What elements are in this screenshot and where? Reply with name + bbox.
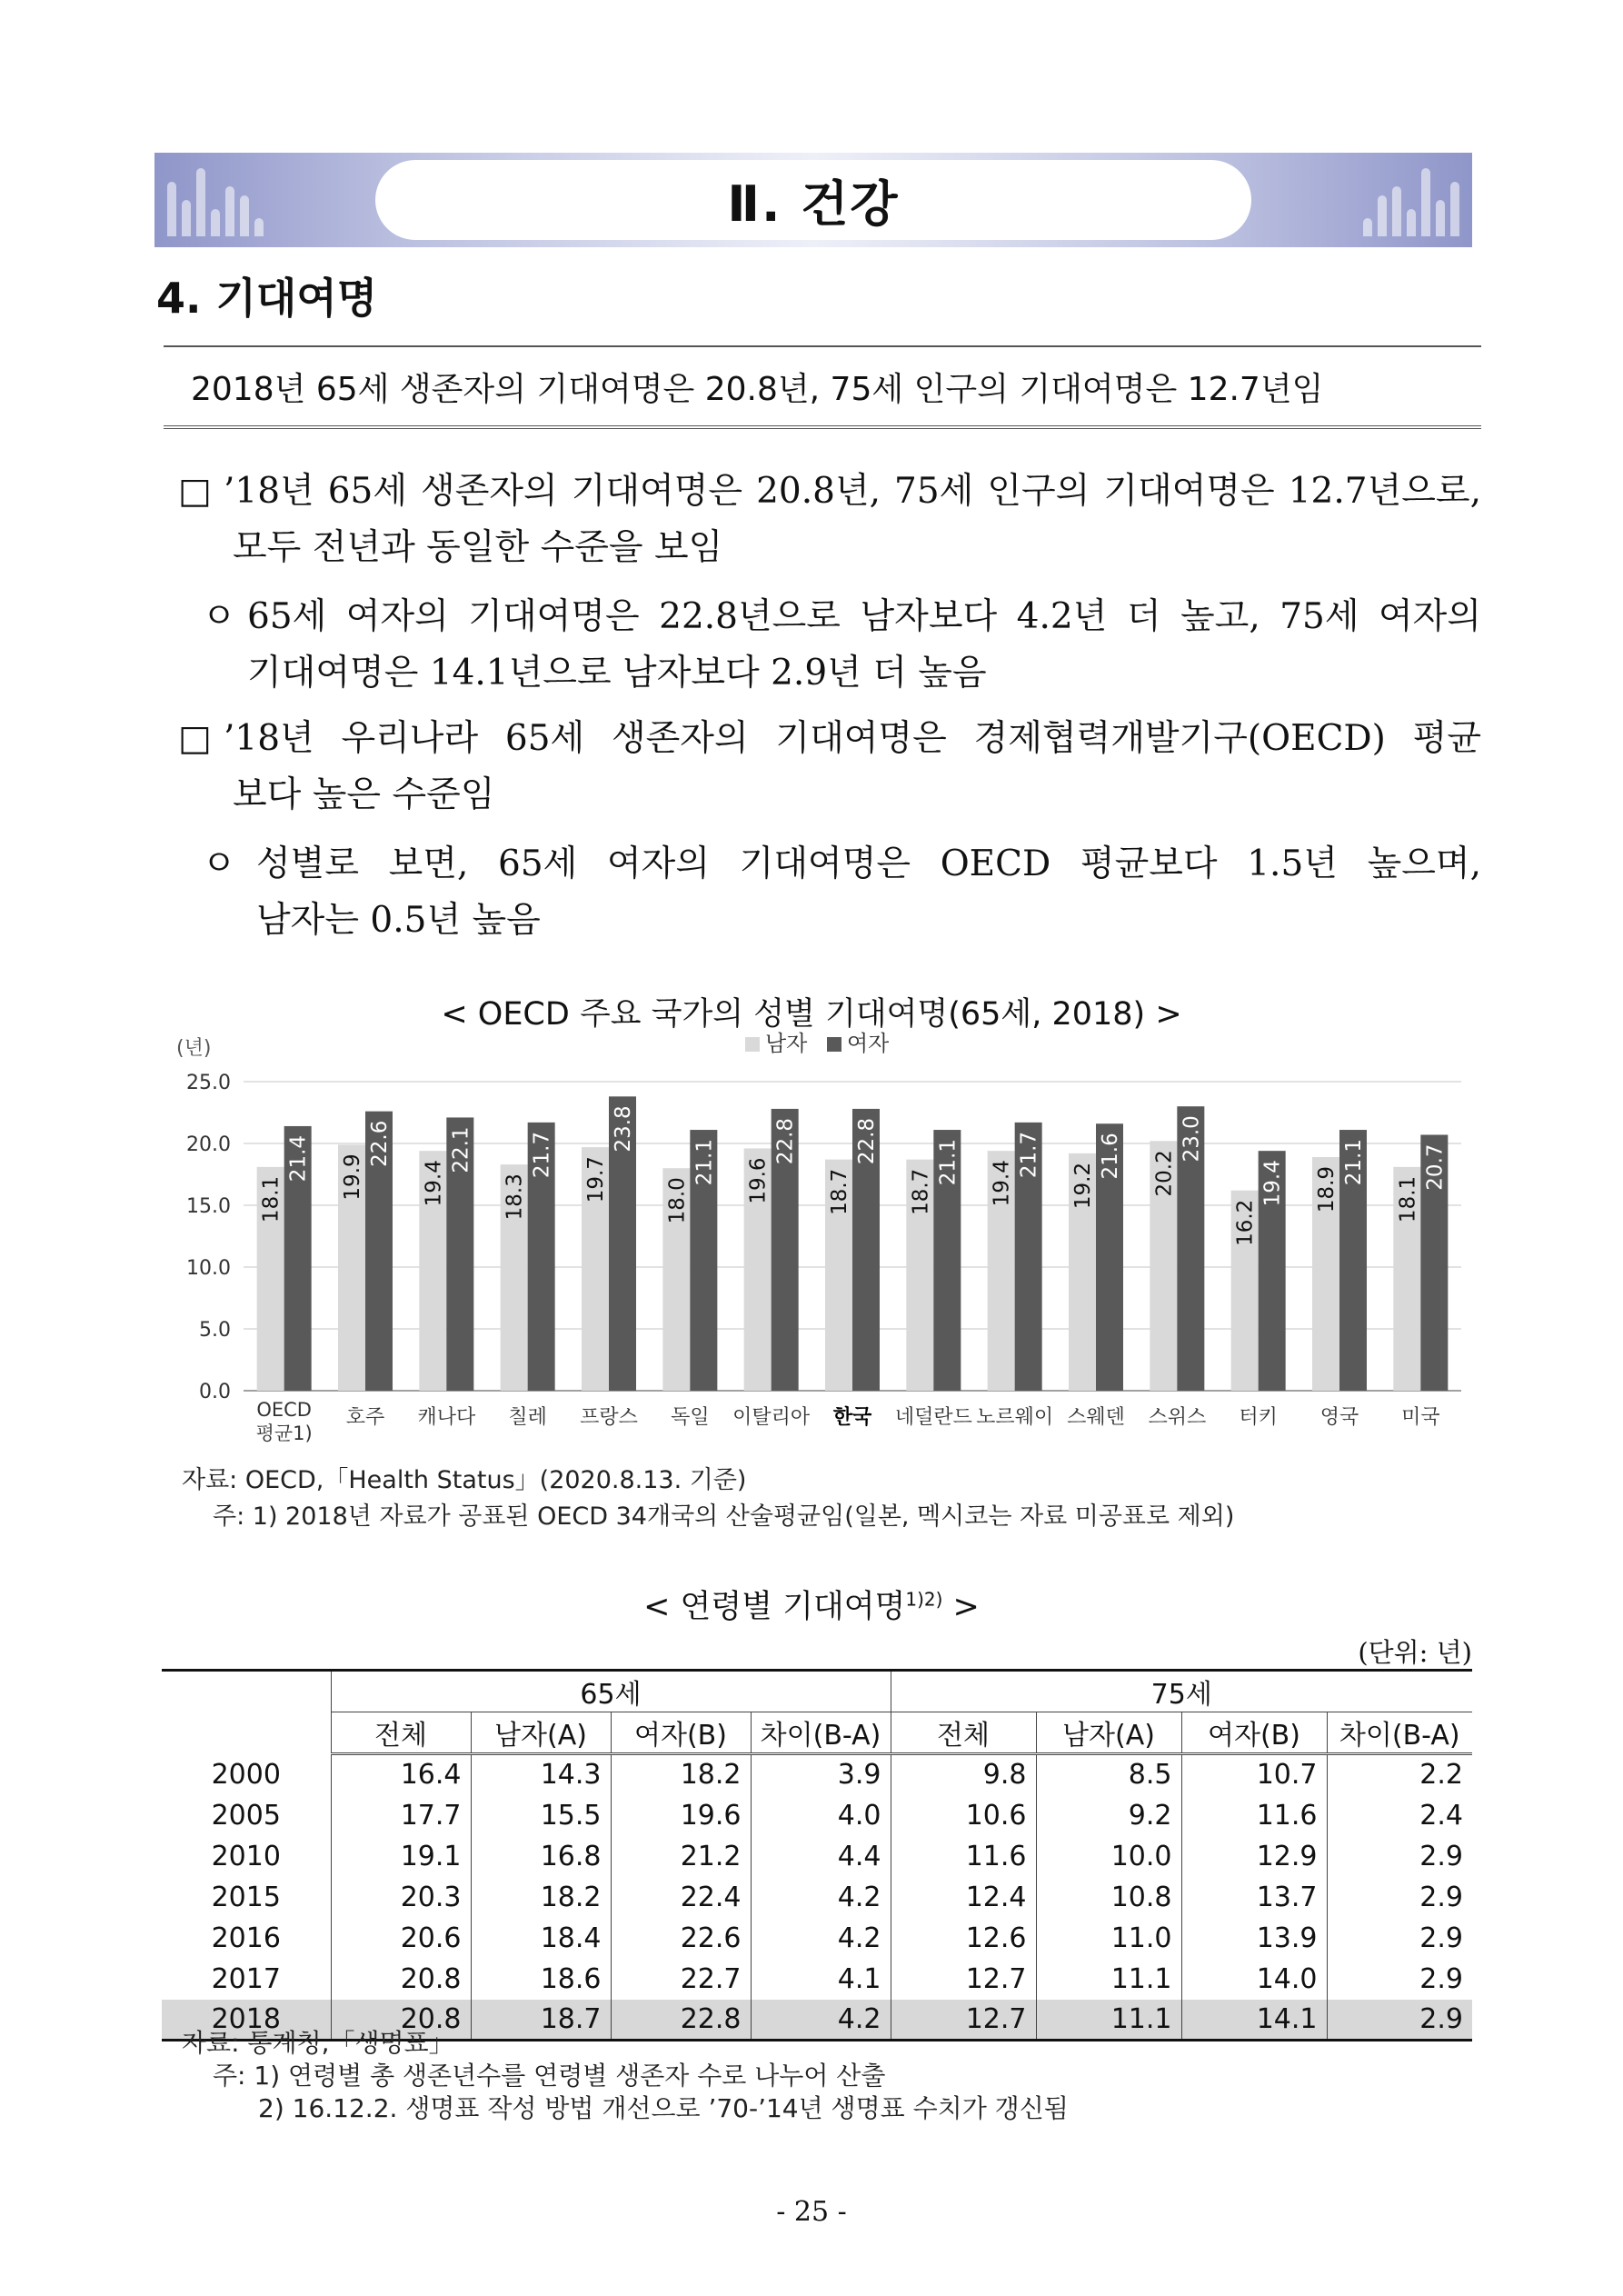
table-title-text: < 연령별 기대여명 xyxy=(643,1589,906,1625)
table-unit: (단위: 년) xyxy=(1358,1637,1472,1668)
table-cell: 10.0 xyxy=(1036,1836,1181,1877)
square-bullet: □ xyxy=(178,471,212,512)
y-tick-label: 5.0 xyxy=(199,1319,231,1342)
header-75-diff: 차이(B-A) xyxy=(1327,1712,1472,1754)
bar-value-label: 21.1 xyxy=(692,1139,717,1186)
life-expectancy-table xyxy=(162,1669,1472,2041)
table-cell-year: 2010 xyxy=(211,1840,281,1872)
bar-value-label: 21.1 xyxy=(1342,1139,1366,1186)
square-bullet: □ xyxy=(178,718,212,759)
table-cell: 10.8 xyxy=(1036,1877,1181,1918)
bar-value-label: 21.7 xyxy=(530,1131,554,1179)
header-75-female: 여자(B) xyxy=(1181,1712,1327,1754)
page-number: - 25 - xyxy=(776,2196,847,2228)
x-category-label: 영국 xyxy=(1319,1406,1359,1429)
table-cell: 2.9 xyxy=(1327,1877,1472,1918)
bar-value-label: 18.7 xyxy=(828,1168,851,1215)
bar-value-label: 19.6 xyxy=(746,1157,771,1204)
table-cell: 22.7 xyxy=(611,1959,751,2000)
table-cell: 14.3 xyxy=(471,1754,611,1795)
table-cell: 12.4 xyxy=(891,1877,1036,1918)
table-cell: 3.9 xyxy=(751,1754,891,1795)
table-cell: 19.1 xyxy=(331,1836,471,1877)
header-65-male: 남자(A) xyxy=(471,1712,611,1754)
x-category-label: 프랑스 xyxy=(580,1406,638,1429)
paragraph-4-line-2: 남자는 0.5년 높음 xyxy=(256,900,541,941)
table-cell: 11.1 xyxy=(1036,1959,1181,2000)
y-axis-unit: (년) xyxy=(176,1037,212,1060)
bar-value-label: 19.7 xyxy=(584,1156,608,1203)
bar-value-label: 21.7 xyxy=(1017,1131,1041,1179)
y-tick-label: 0.0 xyxy=(199,1381,231,1403)
table-cell: 11.6 xyxy=(1181,1795,1327,1836)
table-cell: 16.8 xyxy=(471,1836,611,1877)
table-cell: 2.9 xyxy=(1327,1836,1472,1877)
chart-title: < OECD 주요 국가의 성별 기대여명(65세, 2018) > xyxy=(441,996,1182,1033)
bar-value-label: 18.9 xyxy=(1315,1165,1339,1213)
paragraph-1 xyxy=(178,464,1481,576)
paragraph-2-line-2: 기대여명은 14.1년으로 남자보다 2.9년 더 높음 xyxy=(247,653,987,694)
legend-label: 남자 xyxy=(765,1031,808,1056)
bar-value-label: 18.3 xyxy=(503,1173,527,1221)
table-cell: 14.1 xyxy=(1181,2000,1327,2041)
x-category-label: OECD xyxy=(256,1399,312,1421)
bar-value-label: 23.8 xyxy=(612,1105,635,1153)
table-cell: 12.6 xyxy=(891,1918,1036,1959)
x-category-label: 스위스 xyxy=(1148,1406,1207,1429)
header-65-female: 여자(B) xyxy=(611,1712,751,1754)
table-cell: 14.0 xyxy=(1181,1959,1327,2000)
table-cell: 16.4 xyxy=(331,1754,471,1795)
bar-value-label: 19.2 xyxy=(1071,1162,1095,1210)
bar-value-label: 19.4 xyxy=(1260,1160,1285,1207)
bar-value-label: 19.4 xyxy=(990,1160,1014,1207)
table-footnote-2: 2) 16.12.2. 생명표 작성 방법 개선으로 ’70-’14년 생명표 수치가 갱신됨 xyxy=(258,2093,1069,2123)
table-cell: 12.7 xyxy=(891,1959,1036,2000)
table-row xyxy=(162,1795,1472,1836)
table-cell: 20.8 xyxy=(331,1959,471,2000)
paragraph-1-line-2: 모두 전년과 동일한 수준을 보임 xyxy=(233,527,723,568)
table-title-superscript: 1)2) xyxy=(905,1588,943,1611)
paragraph-3-line-1: ’18년 우리나라 65세 생존자의 기대여명은 경제협력개발기구(OECD) 평균 xyxy=(224,718,1481,759)
paragraph-3 xyxy=(178,711,1481,824)
table-title-end: > xyxy=(942,1589,980,1625)
table-cell: 4.2 xyxy=(751,2000,891,2041)
table-cell: 18.2 xyxy=(471,1877,611,1918)
table-cell: 13.9 xyxy=(1181,1918,1327,1959)
x-category-label: 터키 xyxy=(1239,1406,1278,1429)
table-cell: 10.6 xyxy=(891,1795,1036,1836)
x-category-label: 평균1) xyxy=(255,1423,313,1444)
table-cell: 15.5 xyxy=(471,1795,611,1836)
bar-value-label: 18.1 xyxy=(259,1175,284,1223)
legend-swatch xyxy=(827,1037,841,1052)
table-cell: 2.9 xyxy=(1327,2000,1472,2041)
table-cell: 4.2 xyxy=(751,1877,891,1918)
table-cell: 10.7 xyxy=(1181,1754,1327,1795)
paragraph-2-line-1: 65세 여자의 기대여명은 22.8년으로 남자보다 4.2년 더 높고, 75세 여자의 xyxy=(247,596,1481,637)
bar-value-label: 20.7 xyxy=(1423,1143,1448,1191)
summary-box xyxy=(164,345,1481,429)
table-cell: 12.7 xyxy=(891,2000,1036,2041)
circle-bullet: ㅇ xyxy=(202,596,236,637)
table-cell: 4.1 xyxy=(751,1959,891,2000)
table-footnote-1: 주: 1) 연령별 총 생존년수를 연령별 생존자 수로 나누어 산출 xyxy=(213,2061,886,2091)
x-category-label: 캐나다 xyxy=(417,1406,476,1429)
table-cell: 21.2 xyxy=(611,1836,751,1877)
x-category-label: 한국 xyxy=(832,1406,872,1429)
bar-value-label: 21.6 xyxy=(1099,1133,1122,1180)
group-header-75: 75세 xyxy=(891,1671,1472,1712)
table-row xyxy=(162,1836,1472,1877)
table-sub-header-row xyxy=(162,1712,1472,1754)
paragraph-2 xyxy=(202,589,1481,702)
table-cell: 18.2 xyxy=(611,1754,751,1795)
table-row xyxy=(162,1918,1472,1959)
bar-value-label: 21.1 xyxy=(936,1139,961,1186)
table-cell: 9.8 xyxy=(891,1754,1036,1795)
y-tick-label: 15.0 xyxy=(186,1195,231,1218)
summary-text: 2018년 65세 생존자의 기대여명은 20.8년, 75세 인구의 기대여명은 12.7년임 xyxy=(191,370,1324,408)
table-cell: 19.6 xyxy=(611,1795,751,1836)
bar-value-label: 19.4 xyxy=(422,1160,446,1207)
table-cell: 22.6 xyxy=(611,1918,751,1959)
chapter-title: Ⅱ. 건강 xyxy=(727,175,900,233)
table-cell: 17.7 xyxy=(331,1795,471,1836)
paragraph-3-line-2: 보다 높은 수준임 xyxy=(233,774,495,815)
table-cell: 20.8 xyxy=(331,2000,471,2041)
header-75-total: 전체 xyxy=(891,1712,1036,1754)
table-cell: 18.4 xyxy=(471,1918,611,1959)
table-cell: 22.4 xyxy=(611,1877,751,1918)
x-category-label: 노르웨이 xyxy=(976,1406,1054,1429)
table-cell: 4.4 xyxy=(751,1836,891,1877)
table-cell: 2.9 xyxy=(1327,1918,1472,1959)
chart-footnote: 주: 1) 2018년 자료가 공표된 OECD 34개국의 산술평균임(일본, 멕시코는 자료 미공표로 제외) xyxy=(213,1502,1235,1531)
table-cell-year: 2005 xyxy=(211,1799,281,1832)
table-cell: 18.7 xyxy=(471,2000,611,2041)
x-category-label: 스웨덴 xyxy=(1067,1406,1125,1429)
y-tick-label: 20.0 xyxy=(186,1133,231,1156)
table-group-header-row xyxy=(162,1671,1472,1712)
bar-value-label: 21.4 xyxy=(286,1134,311,1183)
table-cell: 11.1 xyxy=(1036,2000,1181,2041)
chapter-header-band xyxy=(154,153,1472,247)
legend-label: 여자 xyxy=(847,1031,890,1056)
paragraph-1-line-1: ’18년 65세 생존자의 기대여명은 20.8년, 75세 인구의 기대여명은 12.7년으로, xyxy=(224,471,1481,512)
table-cell-year: 2018 xyxy=(162,2000,331,2041)
table-cell: 2.9 xyxy=(1327,1959,1472,2000)
paragraph-4 xyxy=(202,836,1481,949)
table-cell: 4.2 xyxy=(751,1918,891,1959)
header-65-total: 전체 xyxy=(331,1712,471,1754)
y-tick-label: 25.0 xyxy=(186,1072,231,1094)
bar-value-label: 18.7 xyxy=(909,1168,933,1215)
circle-bullet: ㅇ xyxy=(202,844,236,884)
bar-value-label: 22.1 xyxy=(449,1126,473,1173)
bar-value-label: 19.9 xyxy=(341,1153,364,1201)
bar-value-label: 18.1 xyxy=(1396,1175,1420,1223)
chapter-title-pill xyxy=(375,160,1251,240)
x-category-label: 네덜란드 xyxy=(894,1406,972,1429)
section-title: 4. 기대여명 xyxy=(156,274,378,323)
bar-value-label: 22.6 xyxy=(368,1120,392,1167)
table-cell: 13.7 xyxy=(1181,1877,1327,1918)
header-75-male: 남자(A) xyxy=(1036,1712,1181,1754)
table-cell-year: 2016 xyxy=(211,1922,281,1954)
bar-value-label: 16.2 xyxy=(1233,1199,1258,1246)
table-cell: 4.0 xyxy=(751,1795,891,1836)
x-category-label: 독일 xyxy=(671,1406,710,1429)
table-cell: 8.5 xyxy=(1036,1754,1181,1795)
decorative-bars-left xyxy=(154,153,309,247)
table-cell: 9.2 xyxy=(1036,1795,1181,1836)
table-title xyxy=(0,1582,1623,1627)
table-cell: 11.6 xyxy=(891,1836,1036,1877)
table-cell: 2.4 xyxy=(1327,1795,1472,1836)
x-category-label: 미국 xyxy=(1401,1406,1440,1429)
header-65-diff: 차이(B-A) xyxy=(751,1712,891,1754)
table-row xyxy=(162,1877,1472,1918)
table-row xyxy=(162,1959,1472,2000)
chart-source: 자료: OECD,「Health Status」(2020.8.13. 기준) xyxy=(182,1466,747,1494)
bar-value-label: 20.2 xyxy=(1152,1150,1177,1197)
y-tick-label: 10.0 xyxy=(186,1257,231,1280)
x-category-label: 이탈리아 xyxy=(732,1406,811,1429)
table-cell: 20.3 xyxy=(331,1877,471,1918)
table-row xyxy=(162,1754,1472,1795)
table-cell: 20.6 xyxy=(331,1918,471,1959)
table-cell: 18.6 xyxy=(471,1959,611,2000)
table-cell: 2.2 xyxy=(1327,1754,1472,1795)
table-cell-year: 2015 xyxy=(211,1881,281,1913)
table-cell: 11.0 xyxy=(1036,1918,1181,1959)
table-cell-year: 2017 xyxy=(211,1962,281,1995)
table-cell-year: 2000 xyxy=(211,1758,281,1791)
table-cell: 12.9 xyxy=(1181,1836,1327,1877)
bar-value-label: 23.0 xyxy=(1180,1115,1204,1163)
x-category-label: 호주 xyxy=(345,1406,385,1429)
group-header-65: 65세 xyxy=(331,1671,891,1712)
x-category-label: 칠레 xyxy=(508,1406,547,1429)
bar-chart xyxy=(154,1027,1472,1454)
table-corner xyxy=(162,1671,331,1754)
bar-value-label: 22.8 xyxy=(855,1117,879,1165)
paragraph-4-line-1: 성별로 보면, 65세 여자의 기대여명은 OECD 평균보다 1.5년 높으며, xyxy=(256,844,1481,884)
table-source: 자료: 통계청,「생명표」 xyxy=(182,2028,454,2058)
table-cell: 22.8 xyxy=(611,2000,751,2041)
legend-swatch xyxy=(745,1037,760,1052)
bar-value-label: 18.0 xyxy=(665,1177,690,1224)
decorative-bars-right xyxy=(1318,153,1472,247)
bar-value-label: 22.8 xyxy=(773,1117,798,1165)
